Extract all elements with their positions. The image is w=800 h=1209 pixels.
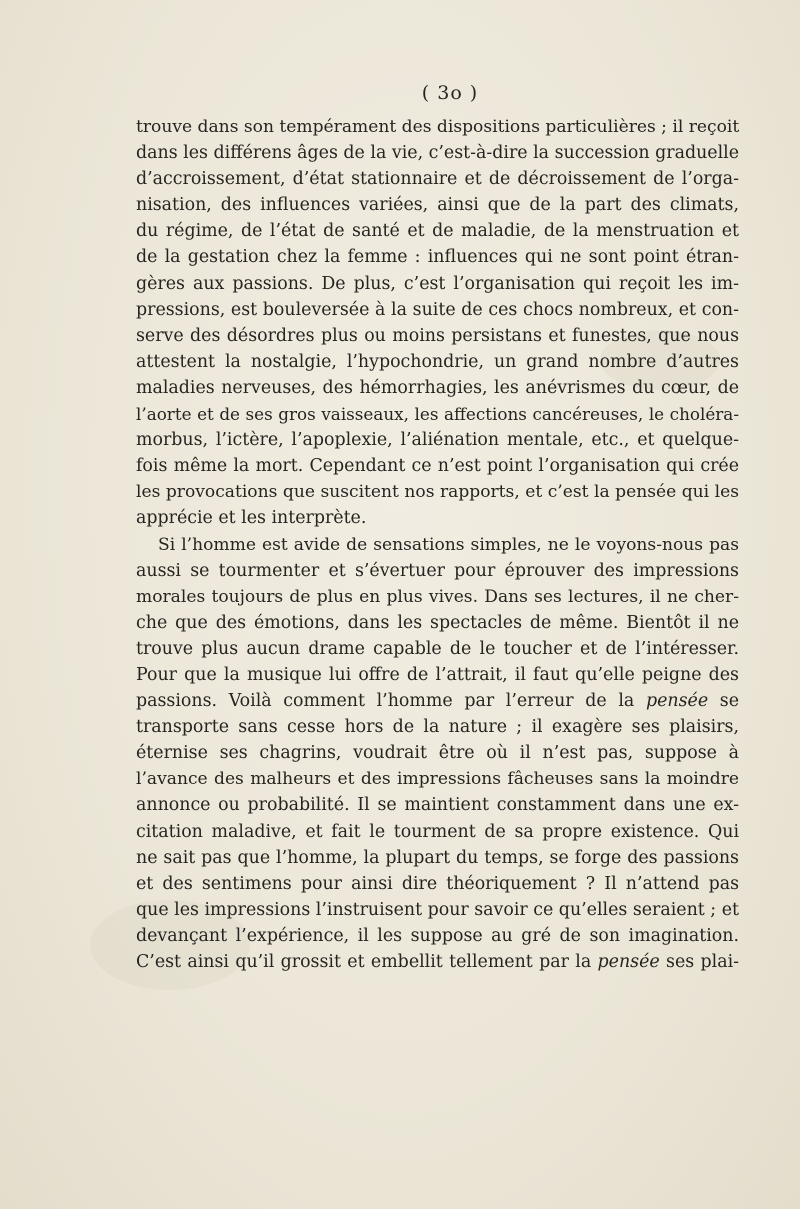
text-line: pressions, est bouleversée à la suite de ces chocs nombreux, et con- — [136, 299, 739, 320]
italic-word: pensée — [597, 952, 660, 972]
text-line: l’aorte et de ses gros vaisseaux, les affections cancéreuses, le choléra- — [136, 404, 739, 425]
text-line: che que des émotions, dans les spectacles de même. Bientôt il ne — [136, 612, 739, 633]
text-line: que les impressions l’instruisent pour savoir ce qu’elles seraient ; et — [136, 899, 739, 920]
text-line-with-italic — [136, 688, 739, 714]
text-line: morbus, l’ictère, l’apoplexie, l’aliénation mentale, etc., et quelque- — [136, 430, 739, 451]
text-line: du régime, de l’état de santé et de maladie, de la menstruation et — [136, 221, 739, 242]
italic-word: pensée — [645, 691, 709, 712]
text-line: attestent la nostalgie, l’hypochondrie, un grand nombre d’autres — [136, 351, 739, 372]
text-line: serve des désordres plus ou moins persistans et funestes, que nous — [136, 325, 739, 346]
text-line: et des sentimens pour ainsi dire théoriquement ? Il n’attend pas — [136, 873, 739, 894]
text-segment: ses plai- — [666, 952, 740, 972]
text-line: ne sait pas que l’homme, la plupart du temps, se forge des passions — [136, 847, 739, 868]
page-number: ( 3o ) — [421, 82, 479, 104]
text-segment: se — [719, 691, 740, 712]
text-line: l’avance des malheurs et des impressions fâcheuses sans la moindre — [136, 769, 739, 790]
text-line: de la gestation chez la femme : influences qui ne sont point étran- — [136, 247, 739, 268]
text-line: trouve dans son tempérament des dispositions particulières ; il reçoit — [136, 117, 740, 137]
body-text — [136, 114, 739, 975]
text-line: citation maladive, et fait le tourment de sa propre existence. Qui — [136, 821, 739, 842]
text-line: maladies nerveuses, des hémorrhagies, les anévrismes du cœur, de — [136, 377, 739, 398]
text-segment: C’est ainsi qu’il grossit et embellit tellement par la — [136, 952, 592, 972]
text-line: trouve plus aucun drame capable de le toucher et de l’intéresser. — [136, 638, 739, 659]
text-segment: passions. Voilà comment l’homme par l’erreur de la — [136, 691, 635, 712]
text-line: éternise ses chagrins, voudrait être où il n’est pas, suppose à — [136, 743, 739, 764]
text-line: gères aux passions. De plus, c’est l’organisation qui reçoit les im- — [136, 273, 739, 294]
text-line: dans les différens âges de la vie, c’est-à-dire la succession graduelle — [136, 143, 739, 164]
text-line: les provocations que suscitent nos rapports, et c’est la pensée qui les — [136, 482, 739, 503]
text-line: apprécie et les interprète. — [136, 508, 367, 529]
text-line: devançant l’expérience, il les suppose au gré de son imagination. — [136, 925, 739, 946]
text-line: nisation, des influences variées, ainsi que de la part des climats, — [136, 195, 739, 216]
text-line: Si l’homme est avide de sensations simples, ne le voyons-nous pas — [158, 534, 739, 555]
text-line-with-italic — [136, 949, 739, 975]
text-line: annonce ou probabilité. Il se maintient constamment dans une ex- — [136, 795, 739, 816]
text-line: d’accroissement, d’état stationnaire et de décroissement de l’orga- — [136, 169, 739, 190]
text-line: fois même la mort. Cependant ce n’est point l’organisation qui crée — [136, 456, 739, 477]
text-line: morales toujours de plus en plus vives. Dans ses lectures, il ne cher- — [136, 586, 739, 607]
text-line: aussi se tourmenter et s’évertuer pour éprouver des impressions — [136, 560, 739, 581]
text-line: transporte sans cesse hors de la nature ; il exagère ses plaisirs, — [136, 717, 739, 738]
text-line: Pour que la musique lui offre de l’attrait, il faut qu’elle peigne des — [136, 664, 739, 685]
